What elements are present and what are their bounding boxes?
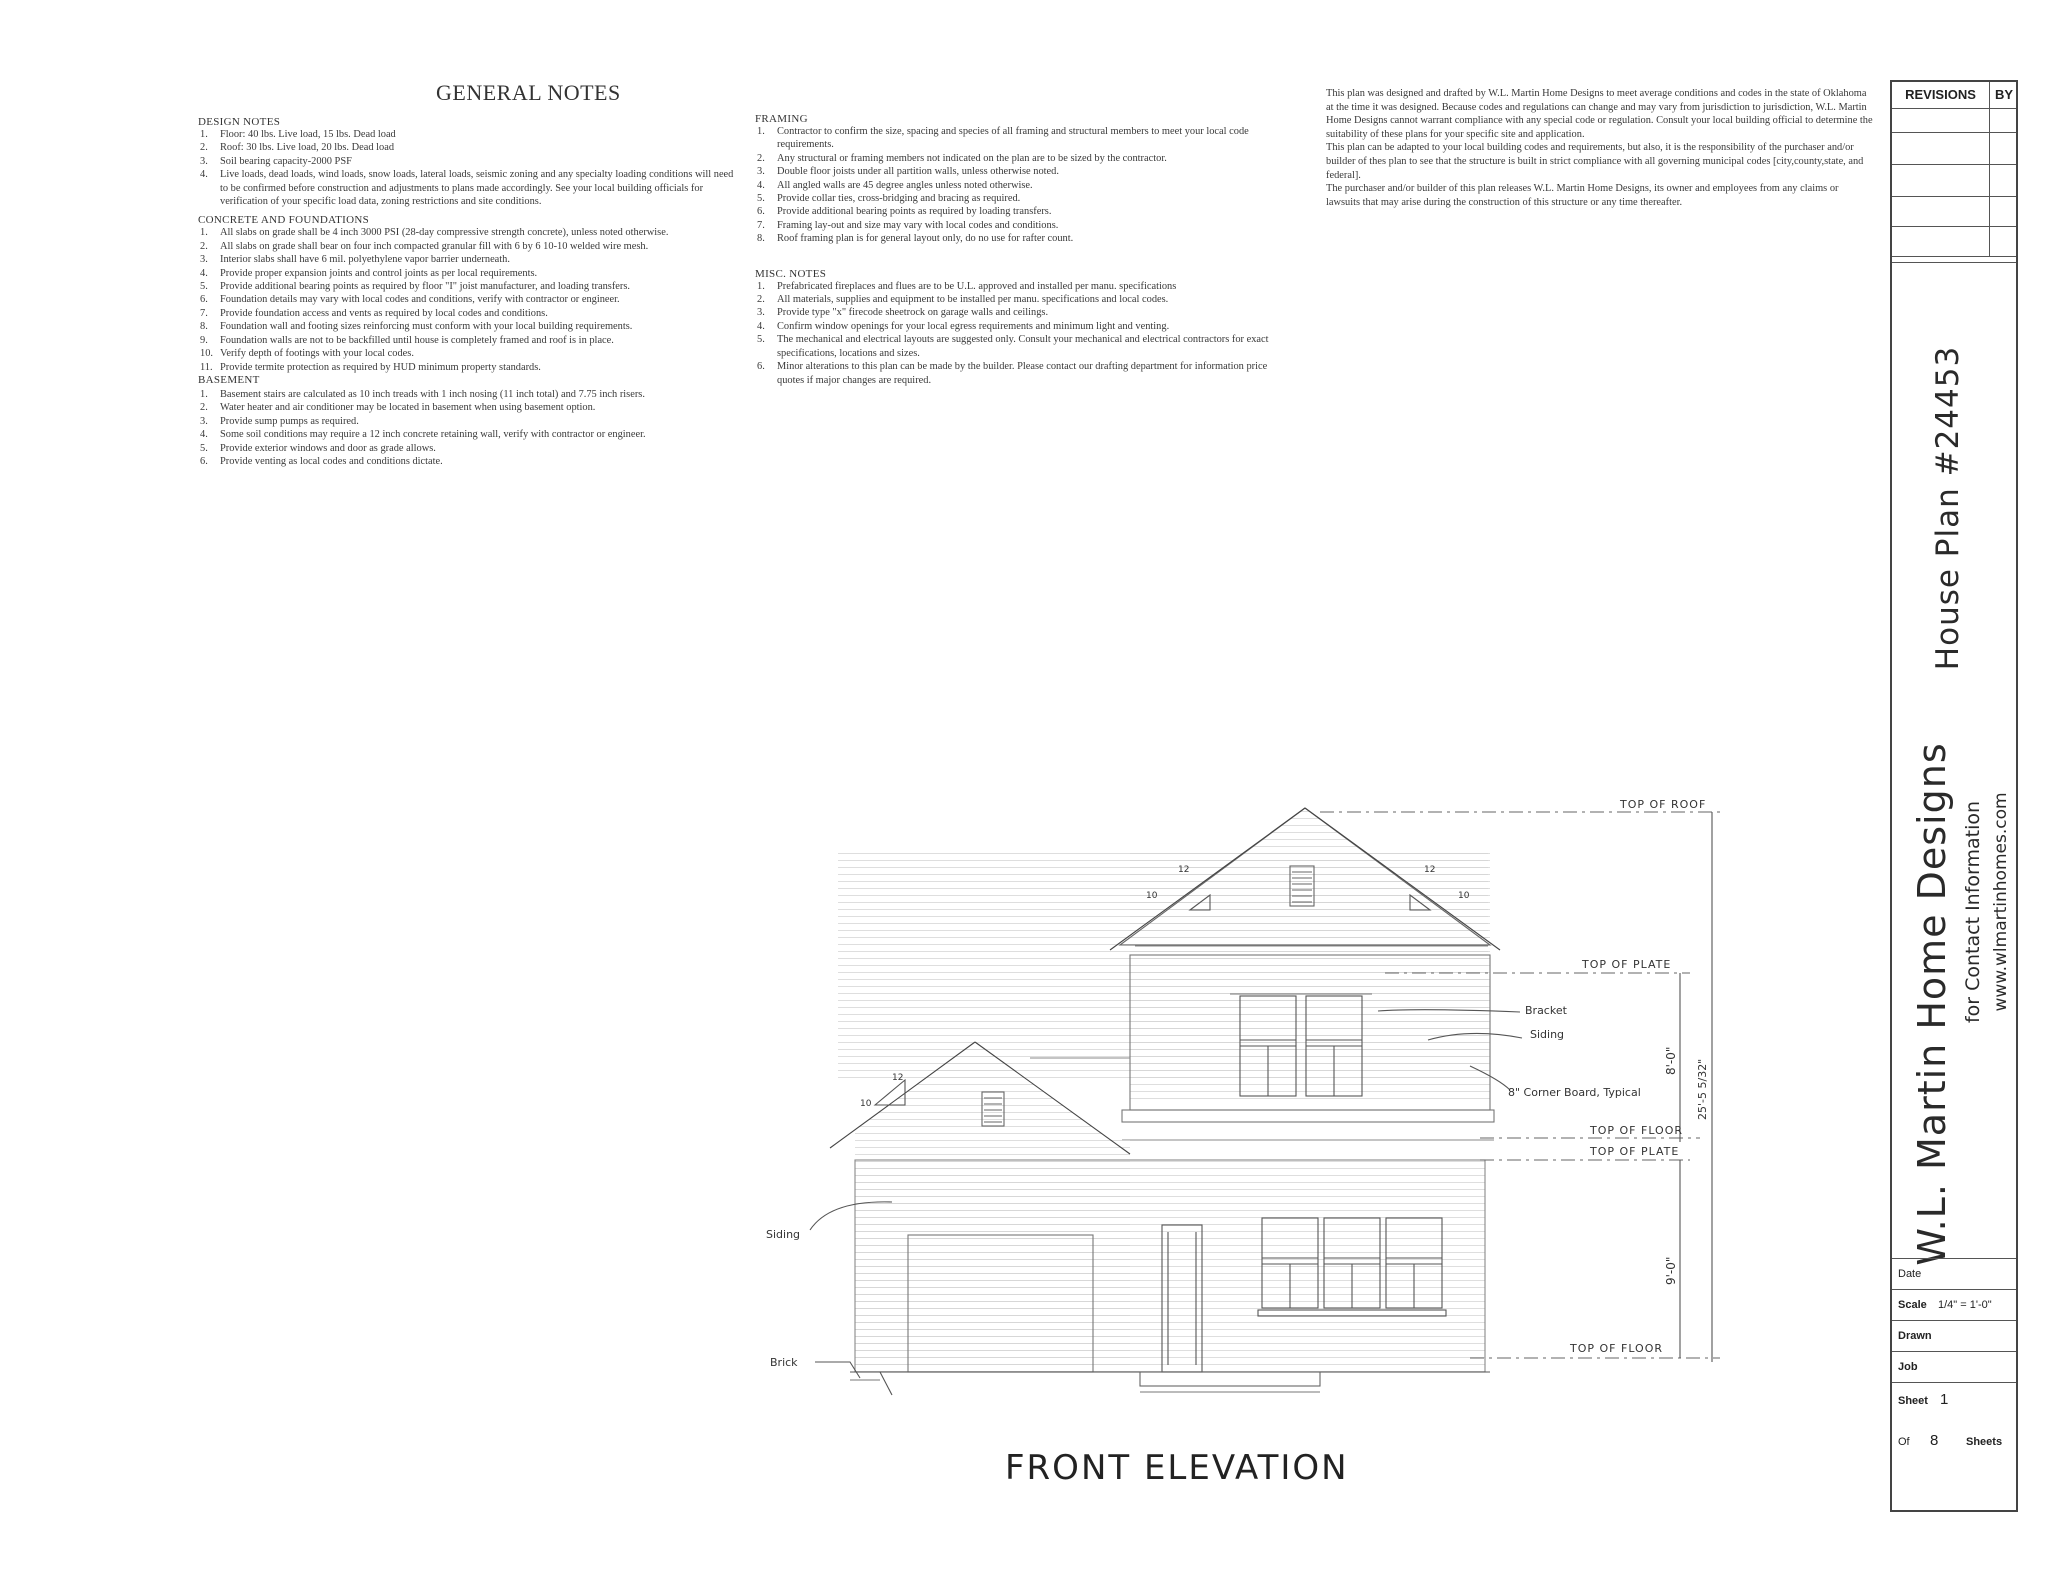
pitch-run-upper-right: 12 bbox=[1424, 865, 1436, 875]
note-text: All slabs on grade shall be 4 inch 3000 PSI (28-day compressive strength concrete), unless noted otherwise. bbox=[220, 227, 669, 239]
dim-lower: 9'-0" bbox=[1664, 1256, 1678, 1285]
note-number: 7. bbox=[200, 307, 208, 319]
label-brick: Brick bbox=[770, 1356, 798, 1369]
note-text: Provide collar ties, cross-bridging and bracing as required. bbox=[777, 193, 1021, 205]
note-number: 8. bbox=[200, 321, 208, 333]
note-text: Minor alterations to this plan can be made by the builder. Please contact our drafting department for information price quotes if major changes are required. bbox=[777, 361, 1268, 386]
note-number: 3. bbox=[757, 307, 765, 319]
note-text: All materials, supplies and equipment to be installed per manu. specifications and local codes. bbox=[777, 294, 1169, 306]
note-text: Some soil conditions may require a 12 inch concrete retaining wall, verify with contractor or engineer. bbox=[220, 429, 646, 441]
note-number: 1. bbox=[757, 280, 765, 292]
scale-label: Scale bbox=[1898, 1299, 1927, 1311]
note-number: 3. bbox=[200, 254, 208, 266]
label-top-of-floor-upper: TOP OF FLOOR bbox=[1590, 1124, 1684, 1137]
by-label: BY bbox=[1994, 87, 2014, 102]
note-text: Provide foundation access and vents as required by local codes and conditions. bbox=[220, 307, 548, 319]
label-siding-right: Siding bbox=[1530, 1028, 1565, 1041]
note-text: Any structural or framing members not indicated on the plan are to be sized by the contractor. bbox=[777, 152, 1167, 164]
note-number: 2. bbox=[200, 402, 208, 414]
note-number: 6. bbox=[757, 206, 765, 218]
label-top-of-plate-lower: TOP OF PLATE bbox=[1590, 1145, 1680, 1158]
note-number: 1. bbox=[757, 126, 765, 137]
note-number: 5. bbox=[200, 281, 208, 293]
disclaimer-p3: The purchaser and/or builder of this plan releases W.L. Martin Home Designs, its owner and employees from any claims or lawsuits that may arise during the construction of this structure or any time thereafter. bbox=[1326, 183, 1839, 208]
note-text: Foundation details may vary with local codes and conditions, verify with contractor or engineer. bbox=[220, 294, 620, 306]
note-text: Roof framing plan is for general layout only, do no use for rafter count. bbox=[777, 233, 1074, 245]
note-number: 2. bbox=[757, 152, 765, 164]
note-text: Provide additional bearing points as required by loading transfers. bbox=[777, 206, 1052, 218]
note-text: Verify depth of footings with your local codes. bbox=[220, 348, 414, 360]
label-top-of-floor-lower: TOP OF FLOOR bbox=[1570, 1342, 1664, 1355]
framing-heading: FRAMING bbox=[755, 113, 808, 125]
note-number: 1. bbox=[200, 227, 208, 239]
note-text: Provide exterior windows and door as grade allows. bbox=[220, 442, 436, 454]
note-number: 3. bbox=[757, 166, 765, 178]
concrete-heading: CONCRETE AND FOUNDATIONS bbox=[198, 214, 369, 227]
note-text: Soil bearing capacity-2000 PSF bbox=[220, 155, 352, 167]
pitch-rise-lower: 10 bbox=[860, 1099, 872, 1109]
note-number: 3. bbox=[200, 155, 208, 167]
note-number: 7. bbox=[757, 219, 765, 231]
note-number: 5. bbox=[200, 442, 208, 454]
note-number: 5. bbox=[757, 193, 765, 205]
note-number: 6. bbox=[200, 294, 208, 306]
disclaimer-p2: This plan can be adapted to your local building codes and requirements, but also, it is the responsibility of the purchaser and/or builder of thes plan to see that the structure is built in strict compliance with all governing municipal codes [city,county,state, and federal]. bbox=[1326, 142, 1864, 181]
house-plan-number: House Plan #24453 bbox=[1930, 345, 1966, 671]
note-text: All angled walls are 45 degree angles unless noted otherwise. bbox=[777, 179, 1033, 191]
note-number: 4. bbox=[200, 169, 208, 181]
note-number: 11. bbox=[200, 361, 213, 373]
contact-info: for Contact Information bbox=[1962, 800, 1984, 1024]
note-text: Provide venting as local codes and conditions dictate. bbox=[220, 455, 443, 467]
misc-heading: MISC. NOTES bbox=[755, 267, 827, 280]
note-number: 4. bbox=[200, 267, 208, 279]
note-number: 9. bbox=[200, 334, 208, 346]
note-text: All slabs on grade shall bear on four inch compacted granular fill with 6 by 6 10-10 welded wire mesh. bbox=[220, 240, 649, 252]
revisions-label: REVISIONS bbox=[1905, 87, 1976, 102]
note-number: 10. bbox=[200, 348, 213, 360]
date-label: Date bbox=[1898, 1268, 1922, 1280]
note-text: Prefabricated fireplaces and flues are to be U.L. approved and installed per manu. specifications bbox=[777, 280, 1177, 292]
label-bracket: Bracket bbox=[1525, 1004, 1567, 1017]
dim-upper: 8'-0" bbox=[1664, 1046, 1678, 1075]
note-text: Basement stairs are calculated as 10 inch treads with 1 inch nosing (11 inch total) and 7.75 inch risers. bbox=[220, 388, 645, 400]
note-text: Roof: 30 lbs. Live load, 20 lbs. Dead load bbox=[220, 142, 395, 154]
note-number: 4. bbox=[757, 179, 765, 191]
disclaimer-p1: This plan was designed and drafted by W.L. Martin Home Designs to meet average conditions and codes in the state of Oklahoma at the time it was designed. Because codes and regulations can change and may vary from jurisdiction to jurisdiction, W.L. Martin Home Designs cannot warrant compliance with any special code or regulation. Consult your local building official to determine the suitability of these plans for your specific site and application. bbox=[1326, 88, 1873, 140]
front-elevation-title: FRONT ELEVATION bbox=[1005, 1448, 1349, 1488]
sheet-value: 1 bbox=[1940, 1391, 1949, 1408]
note-number: 1. bbox=[200, 388, 208, 400]
website[interactable]: www.wlmartinhomes.com bbox=[1991, 792, 2011, 1012]
note-number: 2. bbox=[200, 142, 208, 154]
note-number: 5. bbox=[757, 334, 765, 346]
sheets-label: Sheets bbox=[1966, 1436, 2003, 1448]
sheet-label: Sheet bbox=[1898, 1395, 1928, 1407]
note-text: Live loads, dead loads, wind loads, snow loads, lateral loads, seismic zoning and any specialty loading conditions will need to be confirmed before construction and adjustments to plans made accordingly. See your local building officials for verification of your specific load data, zoning restrictions and site conditions. bbox=[220, 169, 734, 208]
note-text: Confirm window openings for your local egress requirements and minimum light and venting. bbox=[777, 320, 1170, 332]
of-value: 8 bbox=[1930, 1432, 1939, 1449]
drawn-label: Drawn bbox=[1898, 1330, 1932, 1342]
note-number: 2. bbox=[200, 240, 208, 252]
note-text: Framing lay-out and size may vary with local codes and conditions. bbox=[777, 219, 1059, 231]
note-text: Water heater and air conditioner may be located in basement when using basement option. bbox=[220, 402, 596, 414]
pitch-run-upper-left: 12 bbox=[1178, 865, 1190, 875]
note-number: 2. bbox=[757, 294, 765, 306]
note-number: 8. bbox=[757, 233, 765, 245]
note-number: 3. bbox=[200, 415, 208, 427]
note-text: Provide type "x" firecode sheetrock on garage walls and ceilings. bbox=[777, 307, 1049, 319]
general-notes-title: GENERAL NOTES bbox=[436, 80, 621, 105]
label-siding-left: Siding bbox=[766, 1228, 801, 1241]
note-text: Provide proper expansion joints and control joints as per local requirements. bbox=[220, 267, 538, 279]
note-text: Provide sump pumps as required. bbox=[220, 415, 359, 427]
note-text: Provide termite protection as required by HUD minimum property standards. bbox=[220, 361, 541, 373]
pitch-run-lower: 12 bbox=[892, 1073, 904, 1083]
company-name: W.L. Martin Home Designs bbox=[1910, 742, 1954, 1266]
note-text: Foundation walls are not to be backfilled until house is completely framed and roof is in place. bbox=[220, 334, 614, 346]
note-text: Double floor joists under all partition walls, unless otherwise noted. bbox=[777, 166, 1059, 178]
design-notes-heading: DESIGN NOTES bbox=[198, 116, 281, 128]
job-label: Job bbox=[1898, 1361, 1918, 1373]
pitch-rise-upper-left: 10 bbox=[1146, 891, 1158, 901]
label-top-of-roof: TOP OF ROOF bbox=[1620, 798, 1707, 811]
note-text: Contractor to confirm the size, spacing and species of all framing and structural members to meet your local code requirements. bbox=[777, 126, 1249, 151]
note-number: 4. bbox=[200, 429, 208, 441]
dim-total: 25'-5 5/32" bbox=[1696, 1058, 1709, 1120]
note-number: 6. bbox=[757, 361, 765, 373]
note-text: Floor: 40 lbs. Live load, 15 lbs. Dead load bbox=[220, 129, 396, 140]
note-text: Provide additional bearing points as required by floor "I" joist manufacturer, and loading transfers. bbox=[220, 281, 631, 293]
note-text: Interior slabs shall have 6 mil. polyethylene vapor barrier underneath. bbox=[220, 254, 510, 266]
note-text: The mechanical and electrical layouts are suggested only. Consult your mechanical and electrical contractors for exact specifications, locations and sizes. bbox=[777, 334, 1269, 359]
scale-value: 1/4" = 1'-0" bbox=[1938, 1299, 1992, 1311]
label-corner-board: 8" Corner Board, Typical bbox=[1508, 1086, 1641, 1099]
note-number: 1. bbox=[200, 129, 208, 140]
note-text: Foundation wall and footing sizes reinforcing must conform with your local building requirements. bbox=[220, 321, 633, 333]
basement-heading: BASEMENT bbox=[198, 373, 260, 386]
label-top-of-plate-upper: TOP OF PLATE bbox=[1582, 958, 1672, 971]
note-number: 4. bbox=[757, 320, 765, 332]
pitch-rise-upper-right: 10 bbox=[1458, 891, 1470, 901]
of-label: Of bbox=[1898, 1436, 1910, 1448]
note-number: 6. bbox=[200, 455, 208, 467]
